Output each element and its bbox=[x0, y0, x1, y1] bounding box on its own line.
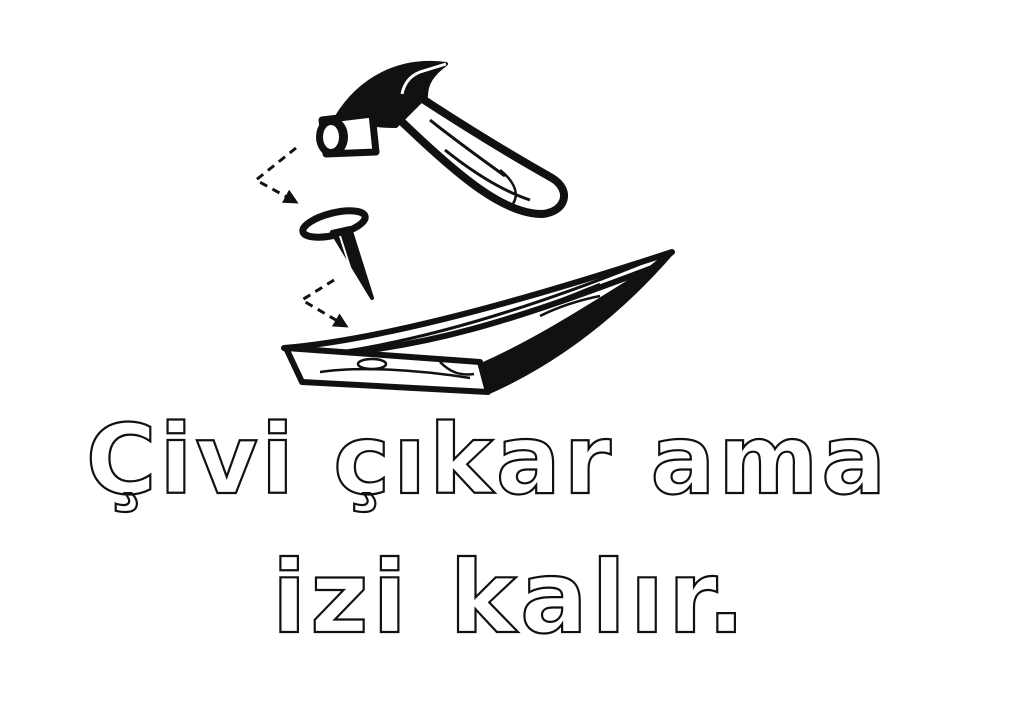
proverb-line-1: Çivi çıkar ama bbox=[86, 404, 890, 516]
dashed-arrow-icon bbox=[302, 280, 346, 326]
proverb-line-2: izi kalır. bbox=[272, 539, 750, 656]
nail-icon bbox=[300, 206, 372, 298]
wooden-plank-icon bbox=[284, 252, 672, 392]
dashed-arrow-icon bbox=[256, 148, 296, 202]
hammer-icon bbox=[316, 63, 564, 214]
